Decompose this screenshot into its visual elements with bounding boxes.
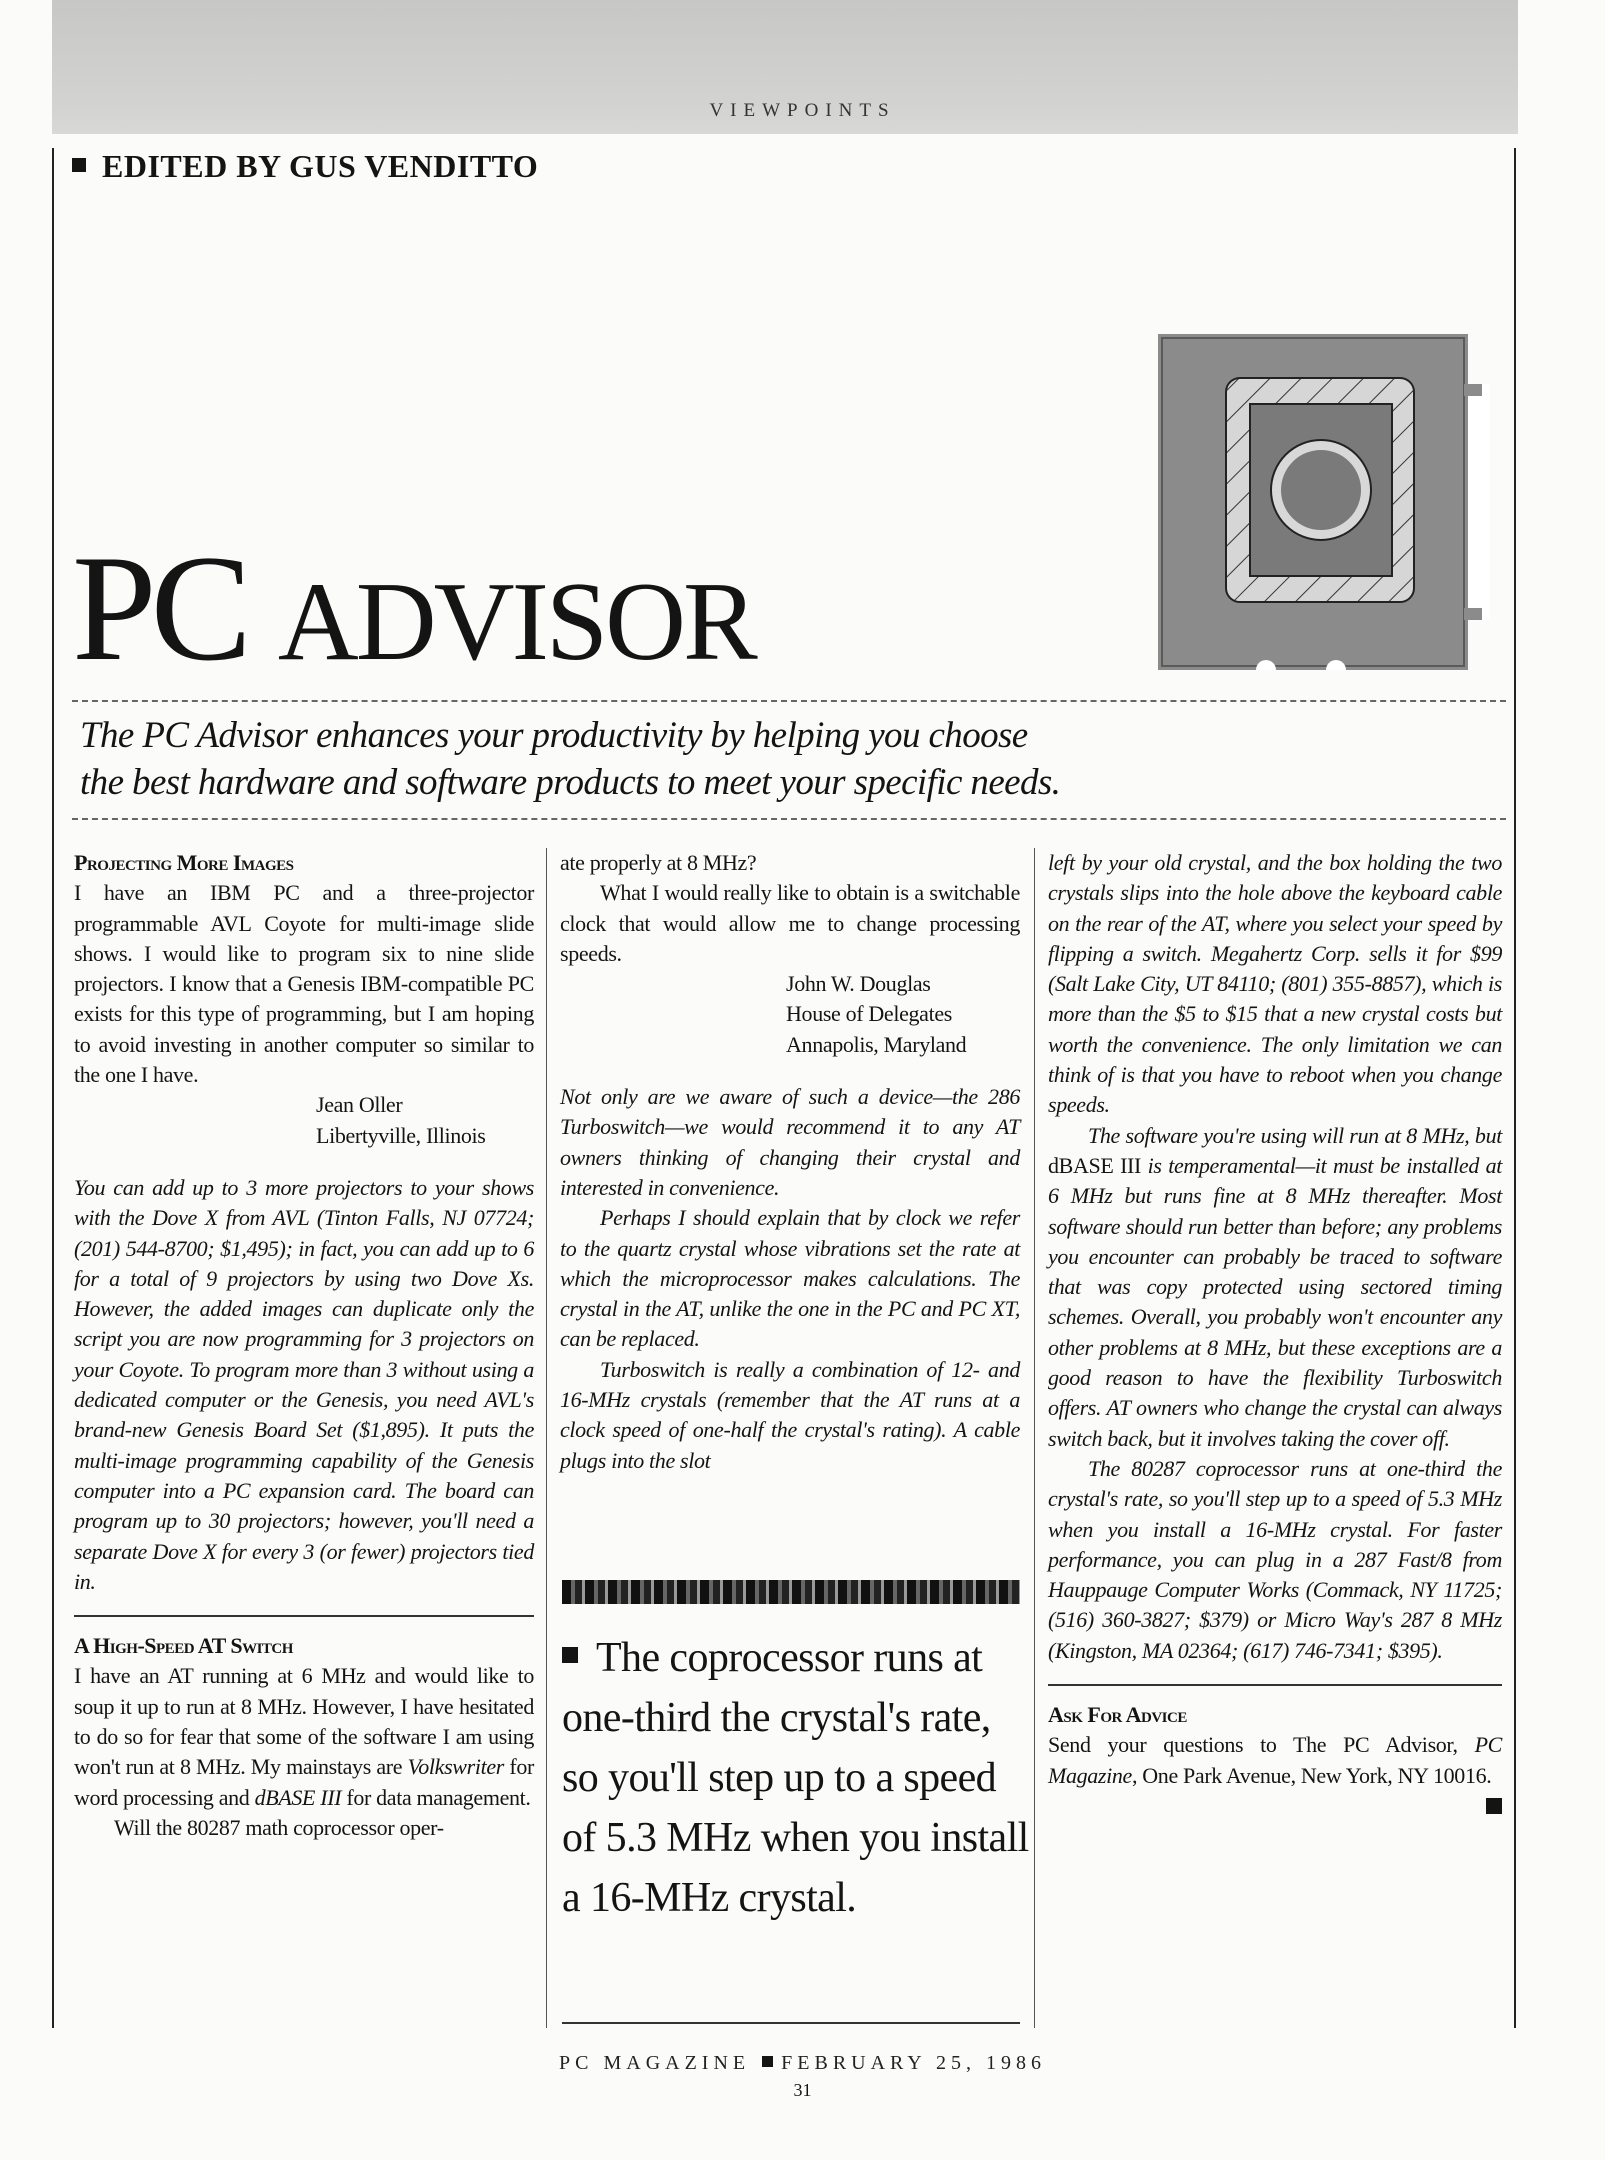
section-rule [1048,1684,1502,1686]
footer-date: FEBRUARY 25, 1986 [781,2052,1046,2074]
title-rest: ADVISOR [277,560,755,684]
footer [0,2052,1605,2075]
heading-projecting: Projecting More Images [74,850,294,875]
signature-org: House of Delegates [786,1001,952,1027]
answer-text: Turboswitch is really a combination of 12- and 16-MHz crystals (remember that the AT runs at a clock speed of one-half the crystal's rating). A cable plugs into the slot [560,1356,1020,1473]
heading-at-switch: A High-Speed AT Switch [74,1633,293,1659]
editor-credit [72,148,538,185]
bullet-icon [562,1647,578,1663]
heading-ask-advice: Ask For Advice [1048,1702,1187,1728]
advice-text: Send your questions to The PC Advisor, PC Magazine, One Park Avenue, New York, NY 10016. [1048,1730,1502,1791]
editor-credit-text: EDITED BY GUS VENDITTO [102,148,539,184]
signature-name: John W. Douglas [786,971,931,997]
deck-line-1: The PC Advisor enhances your productivity by helping you choose [80,715,1028,756]
letter-text: What I would really like to obtain is a switchable clock that would allow me to change processing speeds. [560,880,1020,966]
answer-text: Perhaps I should explain that by clock we refer to the quartz crystal whose vibrations set the rate at which the microprocessor makes calculations. The crystal in the AT, unlike the one in the PC and PC XT, can be replaced. [560,1205,1020,1352]
column-3 [1048,848,1502,1814]
deck [80,712,1500,806]
pullquote-texture-bar [562,1580,1020,1604]
answer-text: You can add up to 3 more projectors to your shows with the Dove X from AVL (Tinton Falls, NJ 07724; (201) 544-8700; $1,495); in fact, you can add up to 6 for a total of 9 projectors by using two Dove Xs. However, the added images can duplicate only the script you are now programming for 3 projectors on your Coyote. To program more than 3 without using a dedicated computer or the Genesis, you need AVL's brand-new Genesis Board Set ($1,895). It puts the multi-image programming capability of the Genesis computer into a PC expansion card. The board can program up to 30 projectors; however, you'll need a separate Dove X for every 3 (or fewer) projectors tied in. [74,1174,534,1594]
frame-left-rule [52,148,54,2028]
frame-right-rule [1514,148,1516,2028]
deck-bottom-rule [72,818,1506,820]
signature-name: Jean Oller [316,1092,403,1118]
bullet-icon [72,158,86,172]
answer-text: The software you're using will run at 8 MHz, but dBASE III is temperamental—it must be installed at 6 MHz but runs fine at 8 MHz thereafter. Most software should run better than before; any problems you encounter can probably be traced to software that was copy protected using sectored timing schemes. Overall, you probably won't encounter any other problems at 8 MHz, but these exceptions are a good reason to have the flexibility Turboswitch offers. AT owners who change the crystal can always switch back, but it involves taking the cover off. [1048,1122,1502,1451]
title-main: PC [72,524,246,692]
column-divider-2 [1034,848,1035,2028]
signature-place: Libertyville, Illinois [316,1122,486,1148]
letter-text: I have an IBM PC and a three-projector programmable AVL Coyote for multi-image slide shows. I would like to program six to nine slide projectors. I know that a Genesis IBM-compatible PC exists for this type of programming, but I am hoping to avoid investing in another computer so similar to the one I have. [74,880,534,1088]
deck-line-2: the best hardware and software products to meet your specific needs. [80,762,1061,803]
column-divider-1 [546,848,547,2028]
chip-illustration [1158,334,1490,670]
footer-magazine: PC MAGAZINE [559,2052,751,2074]
end-mark-icon [1486,1798,1502,1814]
answer-text: left by your old crystal, and the box holding the two crystals slips into the hole above the keyboard cable on the rear of the AT, where you select your speed by flipping a switch. Megahertz Corp. sells it for $99 (Salt Lake City, UT 84110; (801) 355-8857), which is more than the $5 to $15 that a new crystal costs but worth the convenience. The only limitation we can think of is that you have to reboot when you change speeds. [1048,850,1502,1118]
column-1 [74,848,534,1843]
pullquote-bottom-rule [562,2022,1020,2024]
column-2 [560,848,1020,1476]
page-title [72,524,755,692]
answer-text: The 80287 coprocessor runs at one-third the crystal's rate, so you'll step up to a speed of 5.3 MHz when you install a 16-MHz crystal. For faster performance, you can plug in a 287 Fast/8 from Hauppauge Computer Works (Commack, NY 11725; (516) 360-3827; $379) or Micro Way's 287 8 MHz (Kingston, MA 02364; (617) 746-7341; $395). [1048,1455,1502,1663]
letter-text: Will the 80287 math coprocessor oper- [114,1814,444,1840]
deck-top-rule [72,700,1506,702]
pullquote [562,1628,1032,1928]
signature-place: Annapolis, Maryland [786,1031,967,1057]
answer-text: Not only are we aware of such a device—the 286 Turboswitch—we would recommend it to any AT owners thinking of changing their crystal and interested in convenience. [560,1084,1020,1200]
page-number: 31 [793,2080,812,2100]
section-rule [74,1615,534,1617]
section-label: VIEWPOINTS [709,100,896,121]
letter-text: I have an AT running at 6 MHz and would like to soup it up to run at 8 MHz. However, I have hesitated to do so for fear that some of the software I am using won't run at 8 MHz. My mainstays are Volkswriter for word processing and dBASE III for data management. [74,1663,535,1810]
bullet-icon [762,2056,773,2067]
pullquote-text: The coprocessor runs at one-third the crystal's rate, so you'll step up to a speed of 5.3 MHz when you install a 16-MHz crystal. [562,1635,1029,1921]
letter-text: ate properly at 8 MHz? [560,850,757,875]
